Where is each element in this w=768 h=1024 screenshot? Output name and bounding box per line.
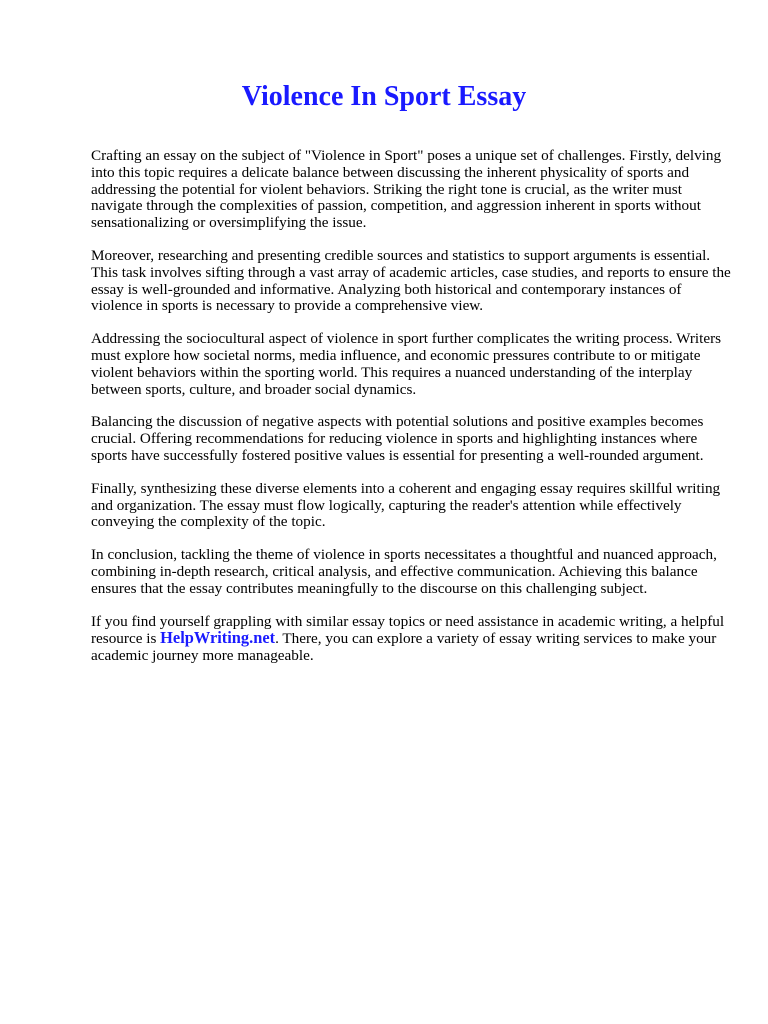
document-body xyxy=(91,148,731,681)
paragraph-resource xyxy=(91,614,731,665)
paragraph-synthesis: Finally, synthesizing these diverse elements into a coherent and engaging essay requires skillful writing and organization. The essay must flow logically, capturing the reader's attention while effectively conveying the complexity of the topic. xyxy=(91,479,721,531)
document-title: Violence In Sport Essay xyxy=(241,81,527,112)
paragraph-sociocultural: Addressing the sociocultural aspect of violence in sport further complicates the writing process. Writers must explore how societal norms, media influence, and economic pressures contribute to or mitigate violent behaviors within the sporting world. This requires a nuanced understanding of the interplay between sports, culture, and broader social dynamics. xyxy=(91,330,722,398)
paragraph-intro: Crafting an essay on the subject of "Violence in Sport" poses a unique set of challenges. Firstly, delving into this topic requires a delicate balance between discussing the inherent physicality of sports and addressing the potential for violent behaviors. Striking the right tone is crucial, as the writer must navigate through the complexities of passion, competition, and aggression inherent in sports without sensationalizing or oversimplifying the issue. xyxy=(91,147,722,232)
paragraph-balancing: Balancing the discussion of negative aspects with potential solutions and positive examples becomes crucial. Offering recommendations for reducing violence in sports and highlighting instances where sports have successfully fostered positive values is essential for presenting a well-rounded argument. xyxy=(91,413,704,464)
paragraph-research: Moreover, researching and presenting credible sources and statistics to support arguments is essential. This task involves sifting through a vast array of academic articles, case studies, and reports to ensure the essay is well-grounded and informative. Analyzing both historical and contemporary instances of violence in sports is necessary to provide a comprehensive view. xyxy=(91,246,731,315)
resource-text-after: . There, you can explore a variety of essay writing services to make your academic journey more manageable. xyxy=(91,630,717,665)
helpwriting-link[interactable]: HelpWriting.net xyxy=(160,628,276,648)
resource-text-before: If you find yourself grappling with similar essay topics or need assistance in academic writing, a helpful resource is xyxy=(91,612,725,648)
paragraph-conclusion: In conclusion, tackling the theme of violence in sports necessitates a thoughtful and nuanced approach, combining in-depth research, critical analysis, and effective communication. Achieving this balance ensures that the essay contributes meaningfully to the discourse on this challenging subject. xyxy=(91,546,717,597)
